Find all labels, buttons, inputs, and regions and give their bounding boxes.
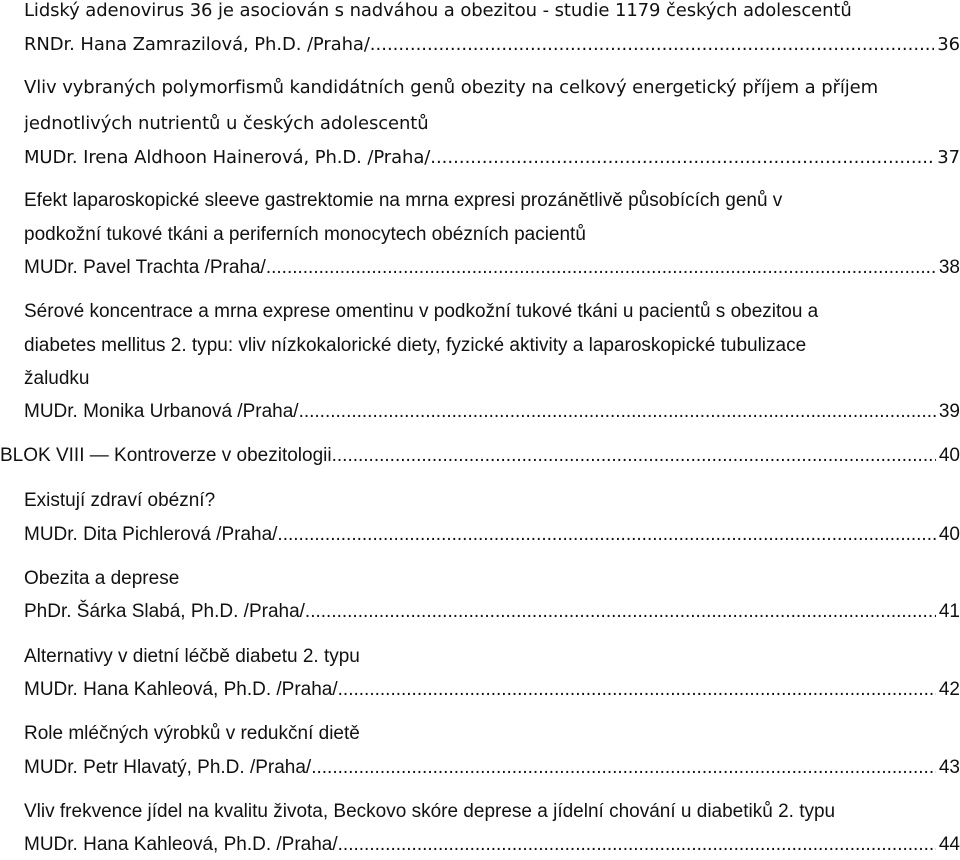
page-number: 44 (938, 834, 960, 855)
toc-entry-author[interactable] (24, 830, 960, 860)
leader-dots (332, 441, 936, 471)
entry-title: Vliv frekvence jídel na kvalitu života, Beckovo skóre deprese a jídelní chování u diabetiků 2. typu (24, 801, 836, 822)
leader-dots (277, 520, 935, 550)
toc-entry-author[interactable] (24, 397, 960, 427)
entry-title: podkožní tukové tkáni a periferních monocytech obézních pacientů (24, 224, 586, 245)
toc-entry-author[interactable] (24, 520, 960, 550)
page-number: 40 (938, 445, 960, 466)
toc-entry-author[interactable] (24, 30, 960, 60)
leader-dots (338, 830, 936, 860)
entry-title: Obezita a deprese (24, 568, 180, 589)
entry-title: Existují zdraví obézní? (24, 490, 216, 511)
page-number: 37 (937, 147, 960, 168)
entry-title: diabetes mellitus 2. typu: vliv nízkokalorické diety, fyzické aktivity a laparoskopické tubulizace (24, 335, 807, 356)
block-heading-text: BLOK VIII — Kontroverze v obezitologii (0, 445, 332, 466)
entry-title: Efekt laparoskopické sleeve gastrektomie na mrna expresi prozánětlivě působících genů v (24, 190, 783, 211)
entry-title: Lidský adenovirus 36 je asociován s nadváhou a obezitou - studie 1179 českých adolescentů (24, 0, 852, 21)
author-text: PhDr. Šárka Slabá, Ph.D. /Praha/ (24, 601, 305, 622)
leader-dots (266, 253, 936, 283)
author-text: MUDr. Petr Hlavatý, Ph.D. /Praha/ (24, 757, 312, 778)
toc-entry-author[interactable] (24, 597, 960, 627)
author-text: MUDr. Hana Kahleová, Ph.D. /Praha/ (24, 679, 338, 700)
entry-title: Vliv vybraných polymorfismů kandidátních genů obezity na celkový energetický příjem a příjem (24, 77, 879, 98)
toc-entry-author[interactable] (24, 143, 960, 173)
leader-dots (305, 597, 936, 627)
author-text: MUDr. Irena Aldhoon Hainerová, Ph.D. /Praha/ (24, 147, 431, 168)
page-number: 41 (938, 601, 960, 622)
author-text: MUDr. Pavel Trachta /Praha/ (24, 257, 266, 278)
page-number: 40 (938, 524, 960, 545)
author-text: MUDr. Dita Pichlerová /Praha/ (24, 524, 278, 545)
leader-dots (338, 675, 936, 705)
leader-dots (299, 397, 936, 427)
author-text: MUDr. Monika Urbanová /Praha/ (24, 401, 299, 422)
entry-title: žaludku (24, 368, 90, 389)
toc-entry-author[interactable] (24, 675, 960, 705)
author-text: MUDr. Hana Kahleová, Ph.D. /Praha/ (24, 834, 338, 855)
entry-title: jednotlivých nutrientů u českých adolescentů (24, 113, 429, 134)
leader-dots (370, 30, 934, 60)
page-number: 36 (937, 34, 960, 55)
toc-entry-author[interactable] (24, 253, 960, 283)
entry-title: Alternativy v dietní léčbě diabetu 2. typu (24, 646, 360, 667)
toc-block-heading[interactable] (0, 441, 960, 471)
author-text: RNDr. Hana Zamrazilová, Ph.D. /Praha/ (24, 34, 370, 55)
page-number: 38 (938, 257, 960, 278)
toc-entry-author[interactable] (24, 753, 960, 783)
page-number: 42 (938, 679, 960, 700)
page-number: 43 (938, 757, 960, 778)
entry-title: Sérové koncentrace a mrna exprese omentinu v podkožní tukové tkáni u pacientů s obezitou a (24, 301, 819, 322)
page-number: 39 (938, 401, 960, 422)
entry-title: Role mléčných výrobků v redukční dietě (24, 723, 360, 744)
leader-dots (430, 143, 934, 173)
leader-dots (311, 753, 936, 783)
